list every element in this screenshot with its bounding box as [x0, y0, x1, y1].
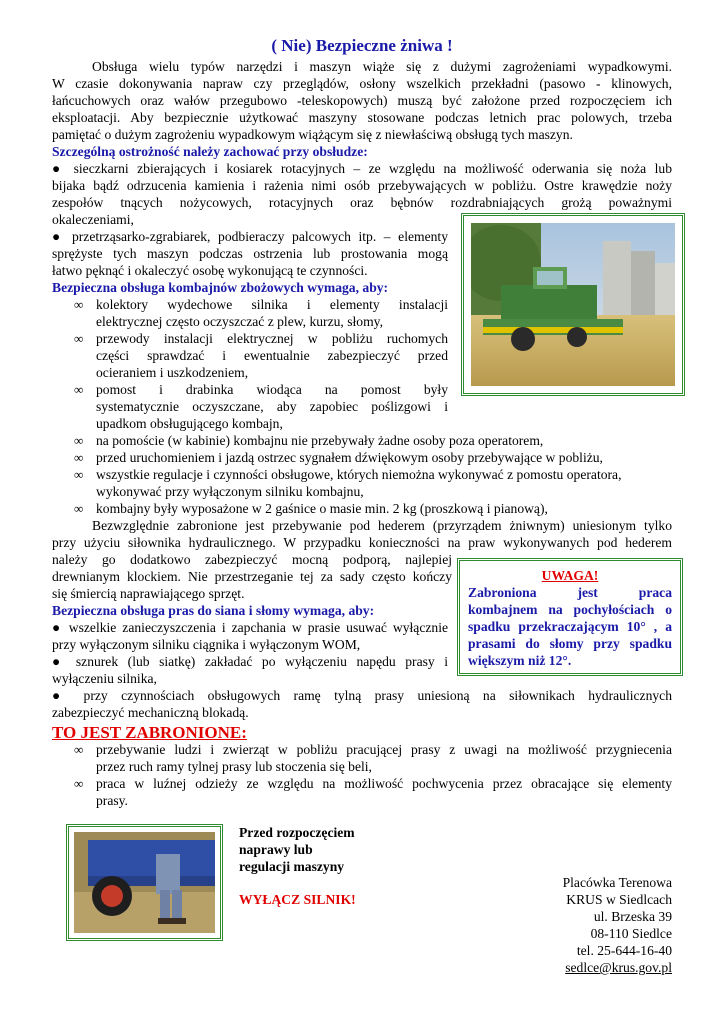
warning-line: prasami do słomy przy spadku: [468, 636, 672, 651]
header-safety-line: się śmiercią naprawiającego sprzęt.: [52, 586, 245, 601]
intro-line-5: pamiętać o dużym zagrożeniu wypadkowym wiążącym się z niewłaściwą obsługą tych maszyn.: [52, 127, 573, 142]
header-safety-line: Bezwzględnie zabronione jest przebywanie pod hederem (przyrządem żniwnym) uniesionym tylko: [92, 518, 672, 533]
baler-line: wyłączeniu silnika,: [52, 671, 157, 686]
warning-line: większym niż 12°.: [468, 653, 572, 668]
header-safety-line: należy go dodatkowo zabezpieczyć mocną podporą, najlepiej: [52, 552, 452, 567]
combine-item-line: ocieraniem i uszkodzeniem,: [96, 365, 249, 380]
combine-item-line: wszystkie regulacje i czynności obsługowe, których niemożna wykonywać z pomostu operatora,: [96, 467, 622, 482]
bullet-infinity-icon: ∞: [74, 467, 84, 482]
baler-line: ● wszelkie zanieczyszczenia i zapchania w prasie usuwać wyłącznie: [52, 620, 448, 635]
combine-item-line: na pomoście (w kabinie) kombajnu nie przebywały żadne osoby poza operatorem,: [96, 433, 544, 448]
man-under-baler-photo: [74, 832, 215, 933]
section1-bullet1-line: zespołów tnących nożycowych, rotacyjnych oraz bębnów rozdrabniających grożą poważnymi: [52, 195, 672, 210]
bullet-infinity-icon: ∞: [74, 382, 84, 397]
combine-item-line: pomost i drabinka wiodąca na pomost były: [96, 382, 448, 397]
warning-line: Zabroniona jest praca: [468, 585, 672, 600]
baler-line: zabezpieczyć mechaniczną blokadą.: [52, 705, 249, 720]
warning-line: kombajnem na pochyłościach o: [468, 602, 672, 617]
bottom-note-line: regulacji maszyny: [239, 859, 345, 874]
combine-item-line: kolektory wydechowe silnika i elementy instalacji: [96, 297, 448, 312]
bullet-infinity-icon: ∞: [74, 776, 84, 791]
address-block: [500, 874, 672, 976]
bullet-infinity-icon: ∞: [74, 331, 84, 346]
section1-bullet1-line: ● sieczkarni zbierających i kosiarek rotacyjnych – ze względu na możliwość oderwania się noża lub: [52, 161, 672, 176]
intro-line-3: łańcuchowych oraz wałów przegubowo -teleskopowych) muszą być założone przed rozpoczęciem ich: [52, 93, 672, 108]
stop-engine-text: WYŁĄCZ SILNIK!: [239, 892, 356, 907]
intro-line-4: eksploatacji. Aby bezpiecznie użytkować maszyny stosowane podczas letnich prac polowych, trzeba: [52, 110, 672, 125]
bullet-infinity-icon: ∞: [74, 433, 84, 448]
intro-line-2: W czasie dokonywania napraw czy przeglądów, osłony wszelkich przekładni (pasowo - klinowych,: [52, 76, 672, 91]
address-line: KRUS w Siedlcach: [566, 892, 672, 907]
section2-heading: Bezpieczna obsługa kombajnów zbożowych wymaga, aby:: [52, 280, 389, 295]
combine-item-line: systematycznie oczyszczane, aby zapobiec poślizgowi i: [96, 399, 448, 414]
forbidden-item-line: przebywanie ludzi i zwierząt w pobliżu pracującej prasy z uwagi na możliwość przygniecenia: [96, 742, 672, 757]
section1-bullet1-line: bijaka bądź odrzucenia kamienia i rażenia nimi osób przebywających w pobliżu. Ostre krawędzie noży: [52, 178, 672, 193]
bottom-note: [239, 824, 355, 875]
forbidden-heading: TO JEST ZABRONIONE:: [52, 723, 247, 742]
section1-bullet2-line: łatwo pęknąć i okaleczyć osobę wykonującą te czynności.: [52, 263, 368, 278]
section1-heading: Szczególną ostrożność należy zachować przy obsłudze:: [52, 144, 368, 159]
address-line: 08-110 Siedlce: [590, 926, 672, 941]
combine-item-line: przewody instalacji elektrycznej w pobliżu ruchomych: [96, 331, 448, 346]
bottom-note-line: naprawy lub: [239, 842, 313, 857]
combine-item-line: części sprawdzać i ewentualnie zabezpieczyć przed: [96, 348, 448, 363]
warning-heading: UWAGA!: [541, 568, 599, 583]
section1-bullet2-line: sprężyste tych maszyn podczas ostrzenia lub prostowania mogą: [52, 246, 448, 261]
combine-item-line: przed uruchomieniem i jazdą ostrzec sygnałem dźwiękowym osoby przebywające w pobliżu,: [96, 450, 603, 465]
section1-bullet2-line: ● przetrząsarko-zgrabiarek, podbieraczy palcowych itp. – elementy: [52, 229, 448, 244]
bottom-note-line: Przed rozpoczęciem: [239, 825, 355, 840]
bullet-infinity-icon: ∞: [74, 297, 84, 312]
combine-item-line: wykonywać przy wyłączonym silniku kombajnu,: [96, 484, 364, 499]
warning-line: spadku przekraczającym 10° , a: [468, 619, 672, 634]
bottom-photo-frame: [66, 824, 223, 941]
forbidden-item-line: praca w luźnej odzieży ze względu na możliwość pochwycenia przez obracające się elementy: [96, 776, 672, 791]
combine-item-line: kombajny były wyposażone w 2 gaśnice o masie min. 2 kg (proszkową i pianową),: [96, 501, 548, 516]
warning-box: [457, 558, 683, 676]
section3-heading: Bezpieczna obsługa pras do siana i słomy wymaga, aby:: [52, 603, 375, 618]
page-title: ( Nie) Bezpieczne żniwa !: [271, 36, 453, 55]
intro-line-1: Obsługa wielu typów narzędzi i maszyn wiąże się z dużymi zagrożeniami wypadkowymi.: [92, 59, 672, 74]
baler-line: przy wyłączonym silniku ciągnika i wyłączonym WOM,: [52, 637, 361, 652]
combine-photo-frame: [461, 213, 685, 396]
header-safety-line: drewnianym klockiem. Nie przestrzeganie tej za sady często kończy: [52, 569, 452, 584]
bullet-infinity-icon: ∞: [74, 742, 84, 757]
bullet-infinity-icon: ∞: [74, 450, 84, 465]
header-safety-line: przy użyciu siłownika hydraulicznego. W przypadku konieczności na praw wykonywanych pod hederem: [52, 535, 672, 550]
forbidden-item-line: prasy.: [96, 793, 128, 808]
baler-line: ● sznurek (lub siatkę) zakładać po wyłączeniu napędu prasy i: [52, 654, 448, 669]
address-line: Placówka Terenowa: [562, 875, 672, 890]
combine-item-line: elektrycznej często oczyszczać z plew, kurzu, słomy,: [96, 314, 383, 329]
combine-harvester-photo: [471, 223, 675, 386]
address-line: tel. 25-644-16-40: [576, 943, 672, 958]
forbidden-item-line: przez ruch ramy tylnej prasy lub stoczenia się beli,: [96, 759, 372, 774]
section1-bullet1-line: okaleczeniami,: [52, 212, 134, 227]
address-line: ul. Brzeska 39: [593, 909, 672, 924]
bullet-infinity-icon: ∞: [74, 501, 84, 516]
combine-item-line: upadkom obsługującego kombajn,: [96, 416, 283, 431]
email-link[interactable]: sedlce@krus.gov.pl: [565, 960, 672, 975]
baler-line: ● przy czynnościach obsługowych ramę tylną prasy uniesioną na siłownikach hydraulicznych: [52, 688, 672, 703]
